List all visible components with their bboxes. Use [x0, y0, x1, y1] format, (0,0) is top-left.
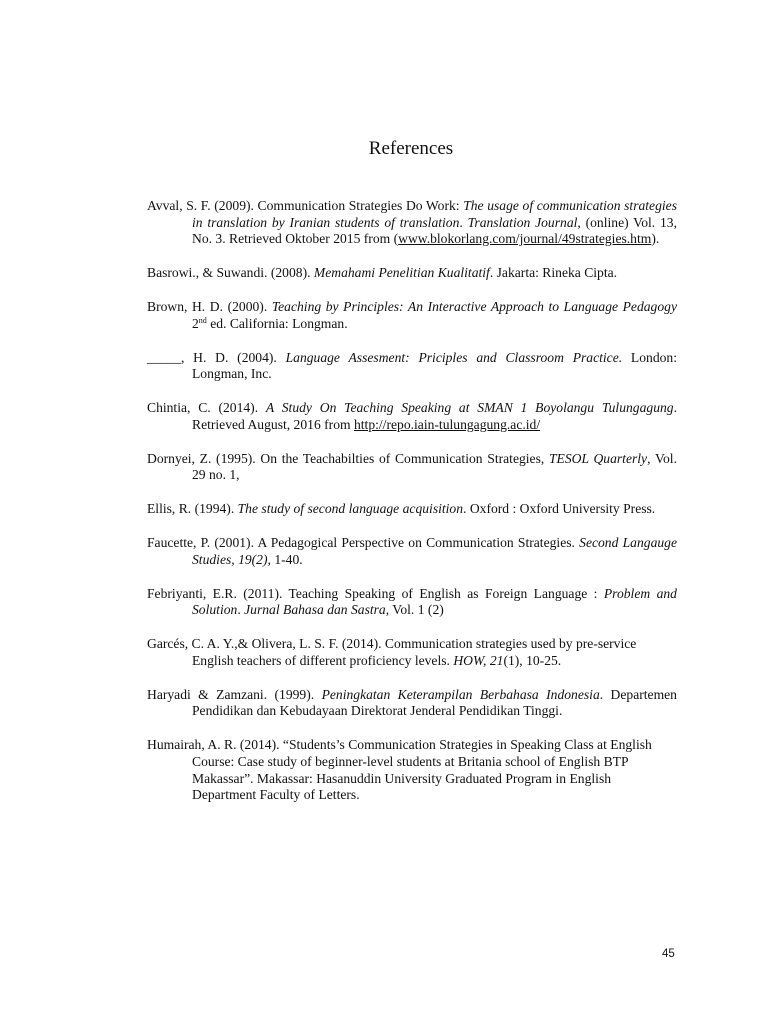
ref-text: Garcés, C. A. Y.,& Olivera, L. S. F. (2014). Communication strategies used by pre-service English teachers of different proficiency levels.	[147, 636, 637, 668]
ref-journal: TESOL Quarterly	[548, 450, 648, 466]
ref-text: , Vol. 1 (2)	[385, 602, 444, 618]
ref-text: . Oxford : Oxford University Press.	[463, 501, 656, 517]
ref-text: Dornyei, Z. (1995). On the Teachabilties of Communication Strategies,	[147, 450, 549, 466]
ref-text: ed. California: Longman.	[206, 315, 348, 331]
ref-link[interactable]: www.blokorlang.com/journal/49strategies.htm	[398, 231, 652, 247]
ref-text: .	[459, 214, 468, 230]
ref-text: Febriyanti, E.R. (2011). Teaching Speaking of English as Foreign Language :	[147, 585, 604, 601]
ref-text: ).	[651, 231, 660, 247]
ref-text: Haryadi & Zamzani. (1999).	[147, 686, 322, 702]
reference-garces	[147, 636, 677, 669]
reference-list	[147, 198, 677, 821]
ref-text: Chintia, C. (2014).	[147, 400, 266, 416]
ref-text: _____, H. D. (2004).	[147, 349, 286, 365]
ref-text: Faucette, P. (2001). A Pedagogical Perspective on Communication Strategies.	[147, 535, 580, 551]
ref-text: . Jakarta: Rineka Cipta.	[489, 265, 618, 281]
reference-humairah	[147, 737, 677, 803]
ref-text: 2	[192, 315, 199, 331]
ref-text: 1-40.	[270, 552, 303, 568]
ref-text: .	[237, 602, 245, 618]
ref-superscript: nd	[198, 315, 207, 325]
ref-text: . Retrieved August, 2016 from	[192, 400, 677, 432]
ref-journal: HOW, 21	[453, 652, 504, 668]
ref-text: (1), 10-25.	[503, 652, 562, 668]
ref-text: London: Longman, Inc.	[192, 349, 677, 382]
ref-journal: Second Langauge Studies, 19(2),	[192, 535, 677, 568]
ref-text: . Departemen Pendidikan dan Kebudayaan Direktorat Jenderal Pendidikan Tinggi.	[192, 686, 677, 719]
ref-title: A Study On Teaching Speaking at SMAN 1 Boyolangu Tulungagung	[265, 400, 674, 416]
reference-febriyanti	[147, 586, 677, 619]
ref-link[interactable]: http://repo.iain-tulungagung.ac.id/	[353, 416, 541, 432]
ref-journal: Translation Journal	[467, 214, 578, 230]
ref-text: Brown, H. D. (2000).	[147, 299, 272, 315]
ref-text: Humairah, A. R. (2014). “Students’s Communication Strategies in Speaking Class at English Course: Case study of beginner-level students at Britania school of English BTP Makassar”. Makassar: Hasanuddin University Graduated Program in English Department Faculty of Letters.	[147, 737, 652, 803]
reference-avval	[147, 198, 677, 248]
reference-brown-2000	[147, 299, 677, 332]
ref-text: Basrowi., & Suwandi. (2008).	[147, 265, 314, 281]
ref-text: , (online) Vol. 13, No. 3. Retrieved Oktober 2015 from (	[192, 214, 677, 247]
ref-text: Ellis, R. (1994).	[147, 501, 238, 517]
ref-text: , Vol. 29 no. 1,	[192, 450, 677, 483]
reference-basrowi	[147, 265, 677, 282]
page-number: 45	[662, 948, 675, 960]
ref-journal: Jurnal Bahasa dan Sastra	[244, 602, 386, 618]
page-title: References	[368, 138, 454, 159]
ref-title: The usage of communication strategies in translation by Iranian students of translation	[192, 198, 677, 230]
reference-brown-2004	[147, 350, 677, 383]
reference-ellis	[147, 501, 677, 518]
ref-title: The study of second language acquisition	[237, 501, 464, 517]
ref-title: Problem and Solution	[192, 585, 677, 618]
ref-title: Language Assesment: Priciples and Classroom Practice.	[285, 349, 623, 365]
ref-title: Teaching by Principles: An Interactive Approach to Language Pedagogy	[271, 299, 677, 315]
ref-title: Peningkatan Keterampilan Berbahasa Indonesia	[321, 686, 600, 702]
reference-haryadi	[147, 687, 677, 720]
ref-text: Avval, S. F. (2009). Communication Strategies Do Work:	[147, 198, 464, 213]
reference-faucette	[147, 535, 677, 568]
ref-title: Memahami Penelitian Kualitatif	[313, 265, 490, 281]
reference-chintia	[147, 400, 677, 433]
reference-dornyei	[147, 451, 677, 484]
